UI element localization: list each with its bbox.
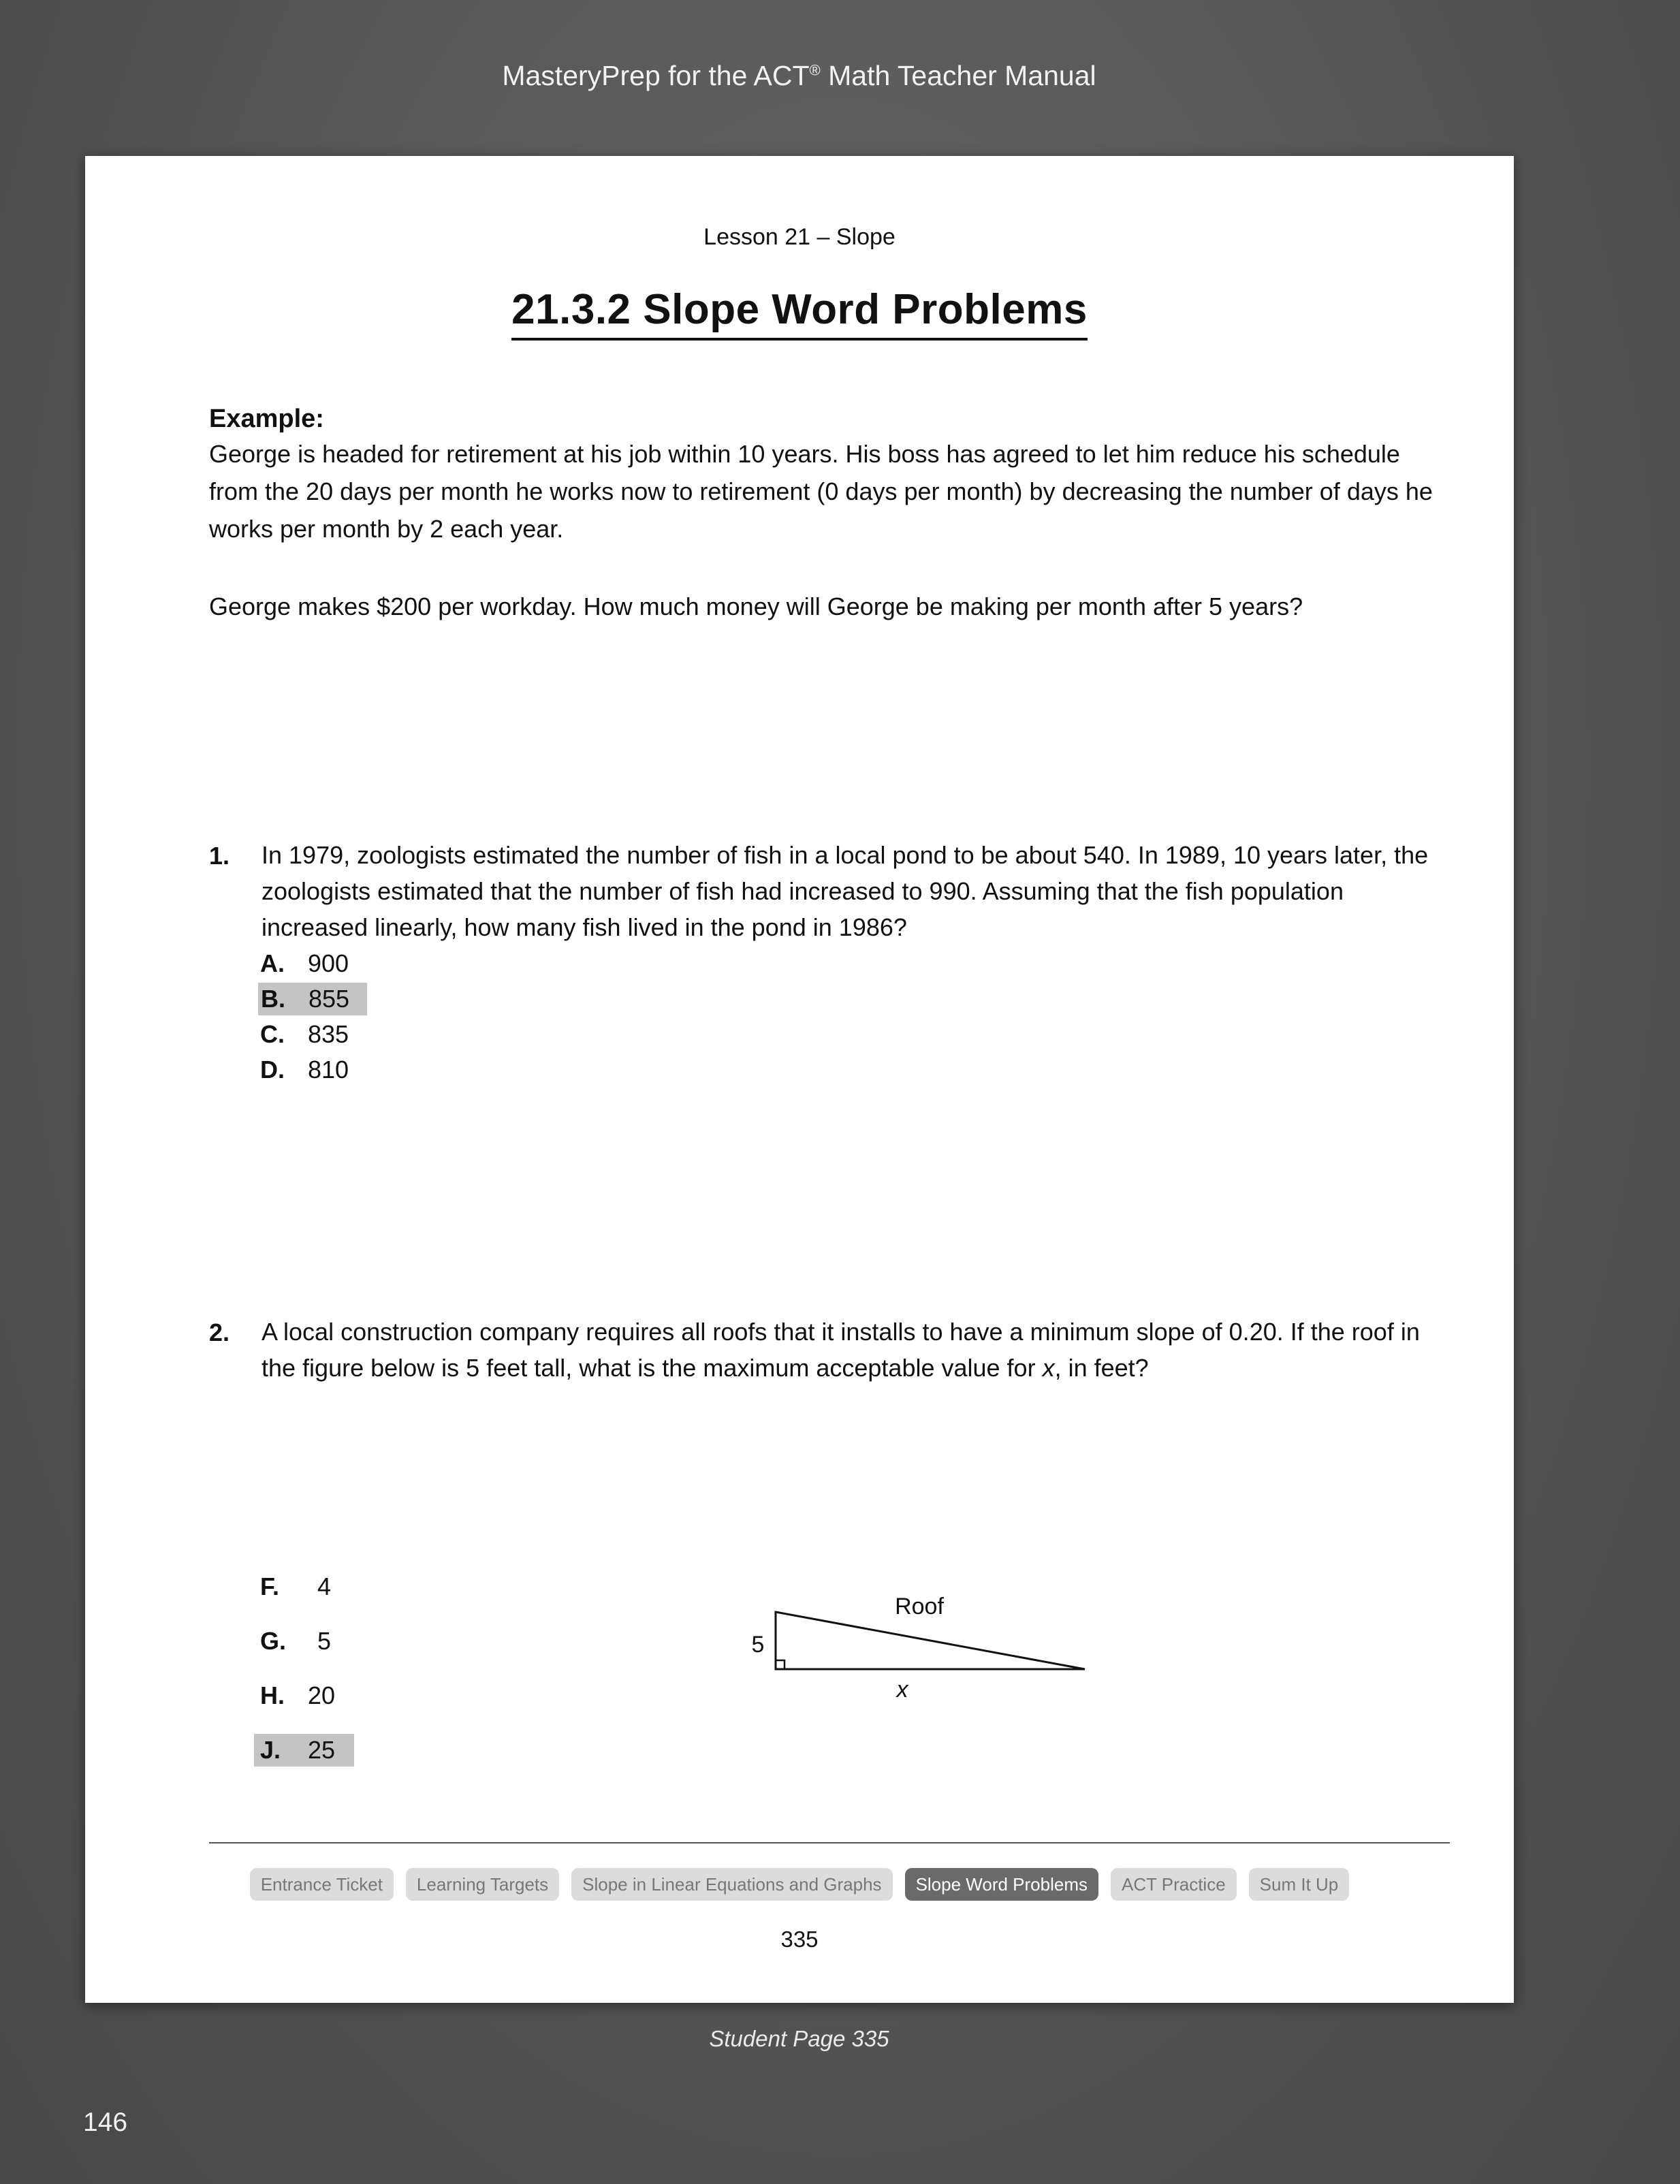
choice-value: 835: [308, 1020, 349, 1048]
roof-label: Roof: [895, 1594, 944, 1619]
choice-value: 4: [317, 1572, 332, 1600]
choice-letter: A.: [260, 949, 285, 977]
example-question: George makes $200 per workday. How much money will George be making per month after 5 years?: [209, 592, 1303, 620]
choice-value: 20: [308, 1681, 336, 1709]
roof-triangle-figure: [739, 1589, 1120, 1712]
example-text: George is headed for retirement at his job within 10 years. His boss has agreed to let him reduce his schedule from the 20 days per month he works now to retirement (0 days per month) by decreasing the number of days he works per month by 2 each year.: [209, 440, 1433, 543]
question-2-text-start: A local construction company requires all roofs that it installs to have a minimum slope of 0.20. If the roof in the figure below is 5 feet tall, what is the maximum acceptable value for: [261, 1318, 1420, 1382]
choice-g[interactable]: [260, 1625, 383, 1658]
question-1-text: In 1979, zoologists estimated the number of fish in a local pond to be about 540. In 1989, 10 years later, the zoologists estimated that the number of fish had increased to 990. Assuming that the fish population increased linearly, how many fish lived in the pond in 1986?: [261, 841, 1429, 941]
student-page-caption: Student Page 335: [709, 2026, 889, 2051]
tab-learning-targets[interactable]: Learning Targets: [406, 1868, 559, 1901]
choice-letter: G.: [260, 1627, 287, 1655]
section-title: [85, 285, 1514, 341]
choice-letter: B.: [261, 985, 285, 1013]
choice-letter: F.: [260, 1572, 280, 1600]
question-1-number: 1.: [209, 842, 230, 870]
choice-letter: C.: [260, 1020, 285, 1048]
choice-letter: D.: [260, 1056, 285, 1083]
choice-value: 5: [317, 1627, 332, 1655]
manual-title-suffix: Math Teacher Manual: [820, 60, 1096, 91]
example-heading: Example:: [209, 405, 324, 433]
question-2-variable: x: [1042, 1354, 1055, 1382]
height-label: 5: [751, 1632, 765, 1658]
choice-value: 855: [308, 985, 350, 1013]
question-2-text-end: , in feet?: [1054, 1354, 1149, 1382]
choice-value: 810: [308, 1056, 349, 1083]
choice-h[interactable]: [260, 1679, 383, 1712]
tab-slope-in-linear-equations[interactable]: Slope in Linear Equations and Graphs: [571, 1868, 892, 1901]
choice-c[interactable]: [260, 1018, 383, 1051]
choice-value: 900: [308, 949, 349, 977]
question-2-text: [261, 1314, 1450, 1386]
lesson-navigation: [85, 1868, 1514, 1901]
student-page-sheet: [85, 156, 1514, 2003]
choice-letter: H.: [260, 1681, 285, 1709]
footer-divider: [209, 1842, 1450, 1843]
tab-act-practice[interactable]: ACT Practice: [1111, 1868, 1237, 1901]
choice-value: 25: [308, 1736, 336, 1764]
section-title-text: 21.3.2 Slope Word Problems: [511, 285, 1088, 341]
base-label: x: [896, 1677, 908, 1703]
right-angle-marker: [776, 1660, 784, 1669]
choice-j-correct[interactable]: [254, 1734, 354, 1767]
choice-f[interactable]: [260, 1570, 383, 1603]
lesson-label: Lesson 21 – Slope: [703, 224, 896, 250]
tab-slope-word-problems[interactable]: Slope Word Problems: [905, 1868, 1098, 1901]
choice-a[interactable]: [260, 947, 383, 980]
choice-b-correct[interactable]: [258, 983, 367, 1015]
registered-mark: ®: [809, 61, 821, 79]
question-2-number: 2.: [209, 1318, 230, 1346]
student-page-number: 335: [780, 1927, 819, 1952]
roof-triangle: [776, 1612, 1085, 1669]
manual-page-number: 146: [83, 2108, 128, 2137]
tab-sum-it-up[interactable]: Sum It Up: [1249, 1868, 1350, 1901]
tab-entrance-ticket[interactable]: Entrance Ticket: [250, 1868, 394, 1901]
choice-letter: J.: [260, 1736, 281, 1764]
manual-title-text: MasteryPrep for the ACT: [502, 60, 810, 91]
choice-d[interactable]: [260, 1054, 383, 1086]
manual-title: [0, 60, 1598, 92]
